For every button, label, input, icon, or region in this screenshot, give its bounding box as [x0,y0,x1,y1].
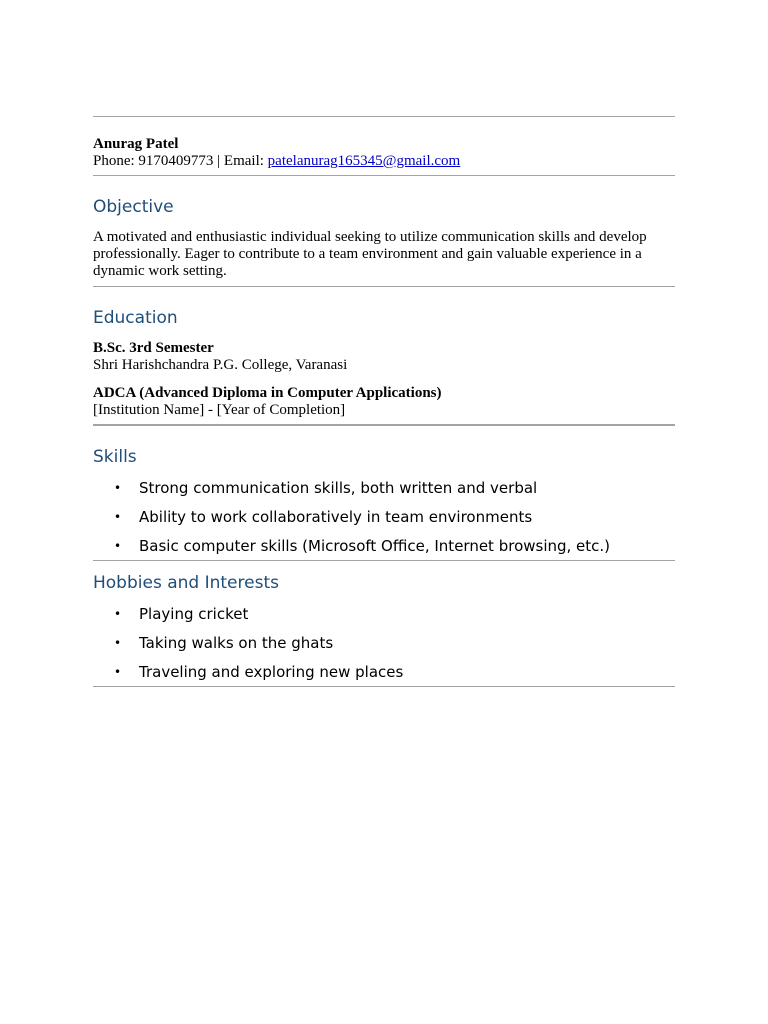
skill-item [93,479,675,497]
skills-heading: Skills [93,447,137,467]
candidate-name: Anurag Patel [93,136,179,152]
skills-list [93,479,675,555]
skill-text: Strong communication skills, both written and verbal [139,479,538,497]
contact-line [93,153,675,170]
education-heading: Education [93,308,178,328]
objective-text: A motivated and enthusiastic individual seeking to utilize communication skills and develop professionally. Eager to contribute to a team environment and gain valuable experience in a dynamic work setting. [93,229,647,279]
email-link[interactable]: patelanurag165345@gmail.com [267,153,461,169]
bullet-icon: • [114,539,122,553]
hobby-text: Playing cricket [139,605,249,623]
hobbies-list [93,605,675,681]
hobby-item [93,605,675,623]
resume-content [93,116,675,687]
divider-after-contact [93,175,675,176]
hobby-item [93,663,675,681]
objective-heading: Objective [93,197,174,217]
divider-after-objective [93,286,675,287]
hobbies-heading: Hobbies and Interests [93,573,279,593]
education-detail: Shri Harishchandra P.G. College, Varanasi [93,357,348,373]
education-entry [93,385,675,419]
education-title: B.Sc. 3rd Semester [93,340,214,356]
education-title: ADCA (Advanced Diploma in Computer Applications) [93,385,442,401]
hobby-text: Taking walks on the ghats [139,634,334,652]
top-divider [93,116,675,117]
bullet-icon: • [114,510,122,524]
bullet-icon: • [114,607,122,621]
skill-text: Ability to work collaboratively in team environments [139,508,533,526]
divider-after-education [93,424,675,426]
bottom-divider [93,686,675,687]
bullet-icon: • [114,636,122,650]
divider-after-skills [93,560,675,561]
bullet-icon: • [114,481,122,495]
education-entry [93,340,675,374]
skill-item [93,537,675,555]
bullet-icon: • [114,665,122,679]
education-detail: [Institution Name] - [Year of Completion] [93,402,346,418]
contact-phone: Phone: 9170409773 | Email: [93,153,268,169]
hobby-item [93,634,675,652]
skill-text: Basic computer skills (Microsoft Office, Internet browsing, etc.) [139,537,611,555]
skill-item [93,508,675,526]
hobby-text: Traveling and exploring new places [139,663,404,681]
